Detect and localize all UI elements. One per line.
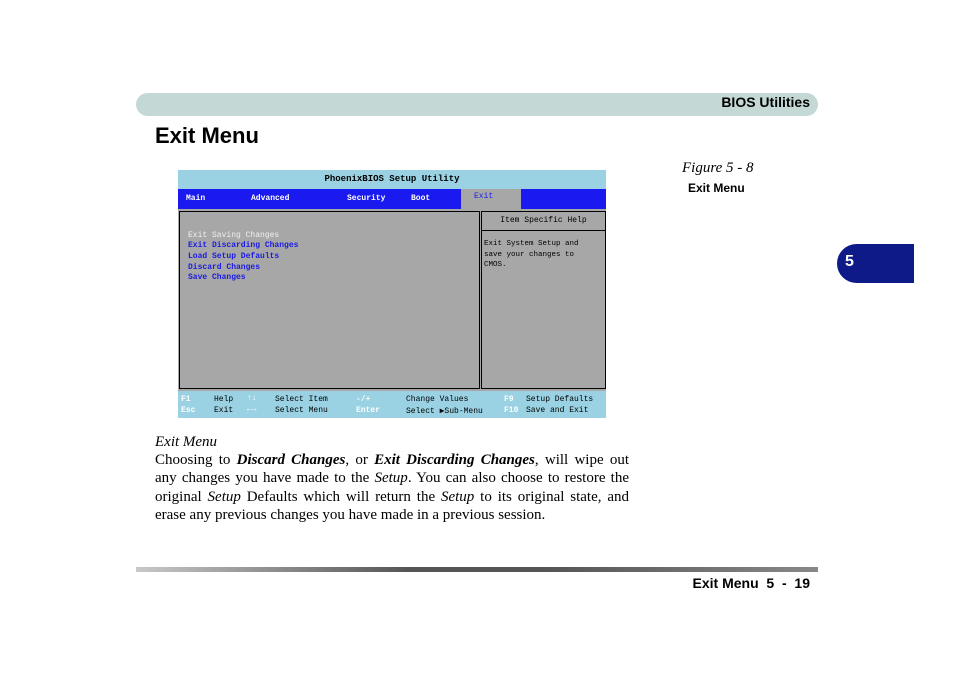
bios-menu-bar	[178, 189, 606, 209]
key-plusminus-label: Change Values	[406, 395, 469, 404]
menu-exit[interactable]: Exit	[461, 189, 521, 209]
body-text	[155, 433, 629, 524]
bios-options-panel	[179, 211, 480, 389]
key-esc-label: Exit	[214, 406, 234, 415]
option-discard-changes[interactable]: Discard Changes	[188, 263, 261, 272]
footer-rule	[136, 567, 818, 572]
bios-screenshot	[178, 170, 606, 418]
page-footer: Exit Menu 5 - 19	[692, 575, 810, 591]
help-text	[484, 239, 602, 271]
key-plusminus: -/+	[356, 395, 371, 404]
key-f10: F10	[504, 406, 519, 415]
option-exit-discarding-changes[interactable]: Exit Discarding Changes	[188, 241, 299, 250]
help-line: CMOS.	[484, 261, 507, 269]
key-f9: F9	[504, 395, 514, 404]
term-discard-changes: Discard Changes	[236, 452, 346, 469]
figure-label: Figure 5 - 8	[682, 160, 754, 176]
menu-main[interactable]: Main	[186, 194, 206, 203]
text-run: Choosing to	[155, 452, 237, 469]
term-setup: Setup	[374, 470, 408, 487]
text-run: Defaults which will return the	[240, 488, 441, 505]
page-title: Exit Menu	[155, 123, 259, 148]
help-line: Exit System Setup and	[484, 240, 579, 248]
term-exit-discarding-changes: Exit Discarding Changes	[374, 452, 535, 469]
menu-boot[interactable]: Boot	[411, 194, 431, 203]
header-bar	[136, 93, 818, 116]
key-updown-label: Select Item	[275, 395, 328, 404]
figure-caption: Exit Menu	[688, 181, 745, 195]
bios-title: PhoenixBIOS Setup Utility	[178, 170, 606, 189]
term-setup: Setup	[207, 488, 241, 505]
key-f10-label: Save and Exit	[526, 406, 589, 415]
key-enter-label: Select ▶Sub-Menu	[406, 407, 483, 416]
section-heading: Exit Menu	[155, 434, 218, 450]
key-leftright-label: Select Menu	[275, 406, 328, 415]
header-title: BIOS Utilities	[721, 94, 810, 110]
text-run: to its original state, and erase any previous changes you have made in a previous session.	[155, 488, 630, 523]
option-load-setup-defaults[interactable]: Load Setup Defaults	[188, 252, 280, 261]
term-setup: Setup	[440, 488, 475, 505]
bios-key-legend	[178, 391, 606, 418]
text-run: , will wipe out any changes you have made to the	[155, 452, 629, 487]
key-enter: Enter	[356, 406, 381, 415]
key-f1-label: Help	[214, 395, 234, 404]
body-paragraph	[155, 451, 629, 524]
menu-security[interactable]: Security	[347, 194, 386, 203]
chapter-number: 5	[845, 253, 854, 270]
key-f1: F1	[181, 395, 191, 404]
key-esc: Esc	[181, 406, 196, 415]
key-leftright: ←→	[247, 405, 257, 414]
text-run: . You can also choose to restore the original	[155, 470, 629, 505]
key-f9-label: Setup Defaults	[526, 395, 594, 404]
option-save-changes[interactable]: Save Changes	[188, 273, 246, 282]
text-run: , or	[345, 452, 375, 469]
option-exit-saving-changes[interactable]: Exit Saving Changes	[188, 231, 280, 240]
help-title: Item Specific Help	[482, 212, 605, 231]
chapter-tab	[837, 244, 914, 283]
help-line: save your changes to	[484, 250, 575, 259]
menu-advanced[interactable]: Advanced	[251, 194, 290, 203]
key-updown: ↑↓	[247, 394, 257, 403]
bios-help-panel	[481, 211, 606, 389]
